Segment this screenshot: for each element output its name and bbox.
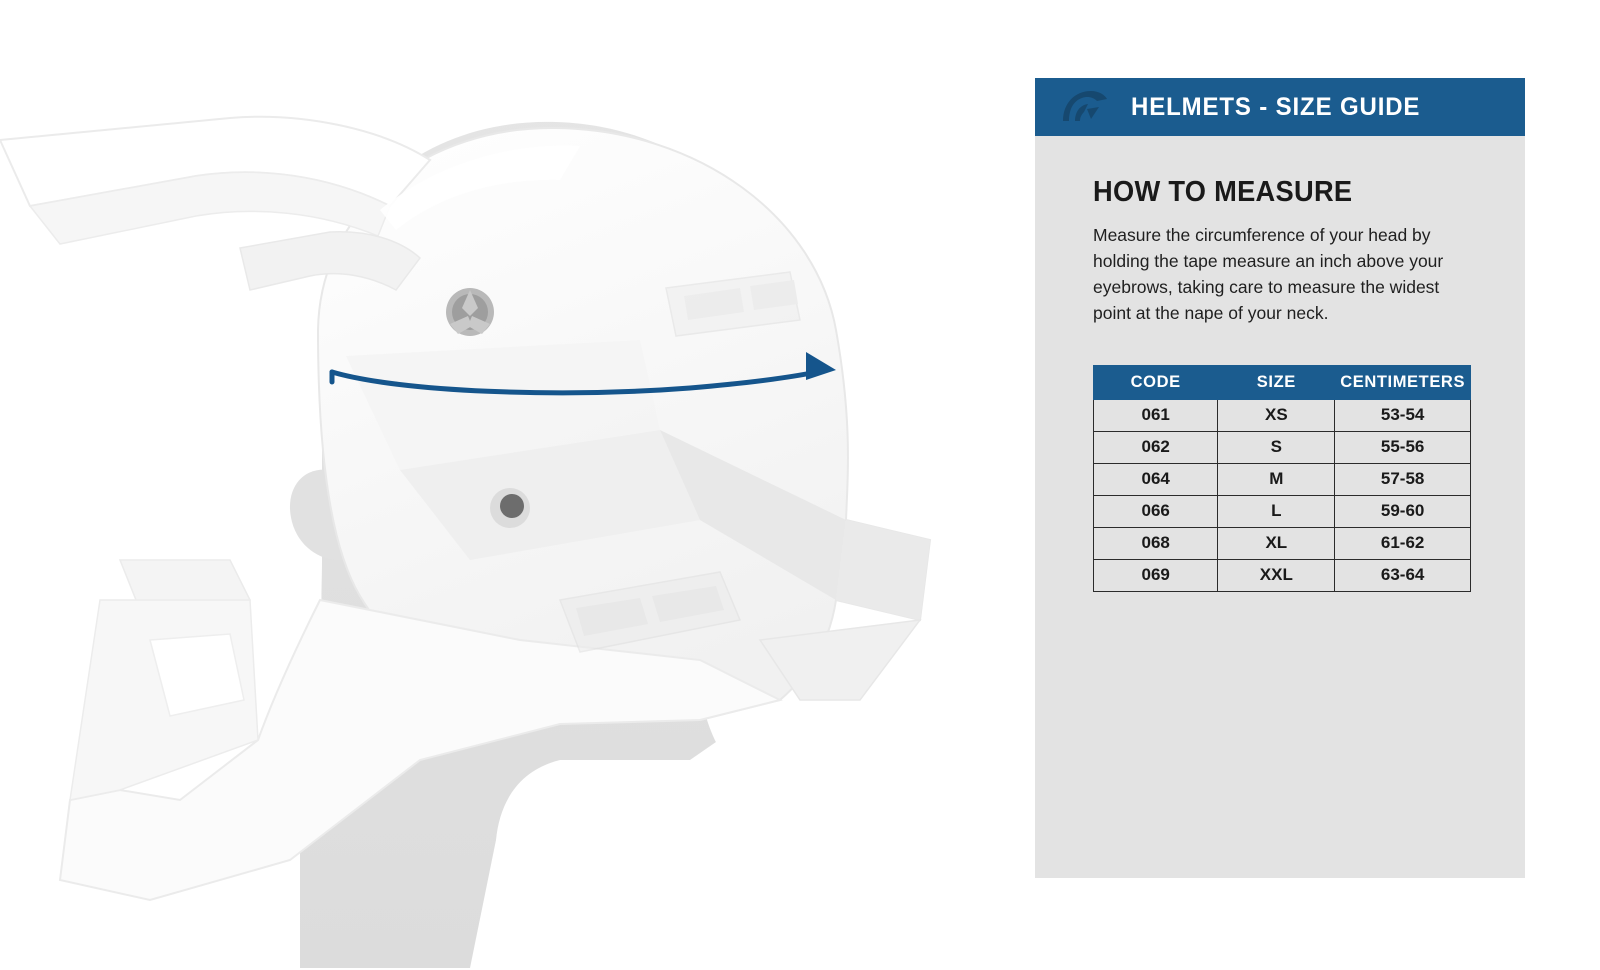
cell-code: 068 [1094,527,1218,559]
table-row [1094,527,1471,559]
visor-screw-icon [446,288,494,336]
table-row [1094,559,1471,591]
cell-size: XXL [1218,559,1335,591]
cell-centimeters: 57-58 [1335,463,1471,495]
card-header [1035,78,1525,136]
cell-code: 061 [1094,399,1218,431]
column-header-code: CODE [1094,365,1218,399]
size-table-header-row [1094,365,1471,399]
cell-size: XS [1218,399,1335,431]
table-row [1094,431,1471,463]
size-guide-card [1035,78,1525,878]
cell-centimeters: 63-64 [1335,559,1471,591]
cell-size: L [1218,495,1335,527]
cell-centimeters: 55-56 [1335,431,1471,463]
column-header-size: SIZE [1218,365,1335,399]
cell-centimeters: 53-54 [1335,399,1471,431]
cell-size: S [1218,431,1335,463]
card-title: HELMETS - SIZE GUIDE [1131,92,1421,121]
cell-size: M [1218,463,1335,495]
column-header-centimeters: CENTIMETERS [1335,365,1471,399]
how-to-measure-text: Measure the circumference of your head by holding the tape measure an inch above your eyebrows, taking care to measure the widest point at the nape of your neck. [1093,225,1444,323]
cell-code: 069 [1094,559,1218,591]
cell-code: 066 [1094,495,1218,527]
cell-centimeters: 61-62 [1335,527,1471,559]
card-body [1035,136,1525,592]
cell-size: XL [1218,527,1335,559]
acerbis-brand-icon [1057,87,1109,127]
how-to-measure-title: HOW TO MEASURE [1093,176,1353,208]
table-row [1094,399,1471,431]
side-pivot-screw-icon [490,488,530,528]
cell-code: 064 [1094,463,1218,495]
cell-centimeters: 59-60 [1335,495,1471,527]
cell-code: 062 [1094,431,1218,463]
table-row [1094,495,1471,527]
table-row [1094,463,1471,495]
size-table [1093,365,1471,592]
